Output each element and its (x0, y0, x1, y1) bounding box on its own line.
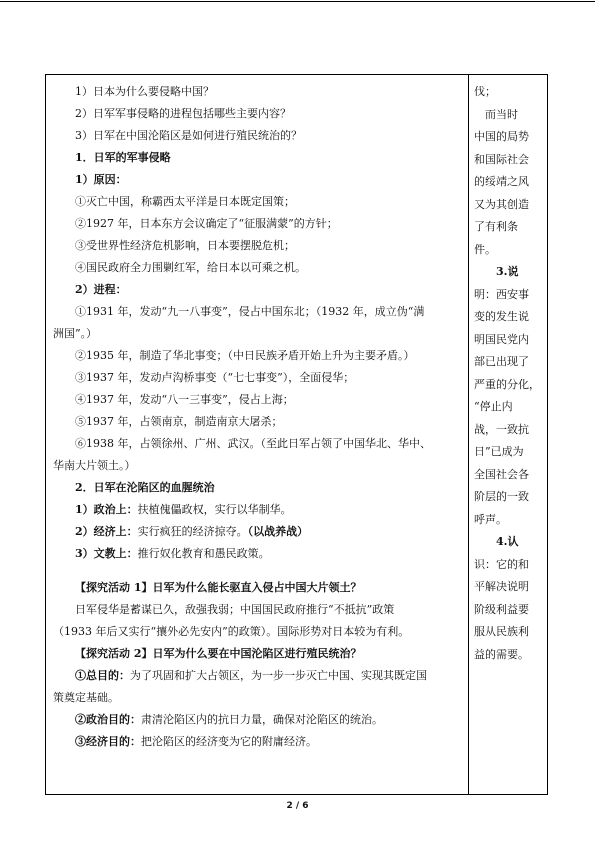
note-line: 益的需要。 (474, 647, 529, 661)
note-line: 变的发生说 (474, 310, 529, 323)
question-2: 2）日军军事侵略的进程包括哪些主要内容？ (75, 107, 291, 120)
rule-culture (53, 543, 463, 565)
activity-2-political-label: ②政治目的： (75, 713, 141, 726)
page-number: 2 / 6 (286, 801, 309, 811)
cause-2: ②1927 年，日本东方会议确定了“征服满蒙”的方针； (75, 217, 338, 230)
rule-economic-label: 2）经济上： (75, 525, 138, 538)
question-3: 3）日军在中国沦陷区是如何进行殖民统治的？ (75, 129, 302, 142)
activity-1-answer-b: （1933 年后又实行“攘外必先安内”的政策）。国际形势对日本较为有利。 (53, 625, 410, 638)
lesson-table (45, 74, 548, 795)
rule-economic-note: （以战养战） (247, 525, 309, 538)
process-1b: 洲国”。） (53, 327, 98, 340)
note-line: 部已出现了 (474, 355, 529, 368)
process-2: ②1935 年，制造了华北事变；（中日民族矛盾开始上升为主要矛盾。） (75, 349, 415, 362)
note-line: 又为其创造 (474, 197, 529, 211)
note-line: “停止内 (474, 400, 513, 413)
note-line: 阶层的一致 (474, 490, 529, 503)
note-line: 平解决说明 (474, 580, 529, 593)
note-line: 明国民党内 (474, 332, 529, 346)
rule-political-text: 扶植傀儡政权，实行以华制华。 (137, 503, 292, 516)
rule-political-label: 1）政治上： (75, 503, 138, 516)
causes-title: 1）原因： (75, 173, 127, 186)
process-5: ⑤1937 年，占领南京，制造南京大屠杀； (75, 415, 283, 428)
note-line: 3.说 (474, 265, 519, 278)
column-divider (468, 75, 469, 794)
activity-2-political-text: 肃清沦陷区内的抗日力量，确保对沦陷区的统治。 (141, 713, 383, 726)
activity-1-answer-a: 日军侵华是蓄谋已久，敌强我弱；中国国民政府推行“不抵抗”政策 (75, 603, 395, 616)
note-line: 严重的分化， (474, 377, 540, 391)
process-6a: ⑥1938 年，占领徐州、广州、武汉。（至此日军占领了中国华北、华中、 (75, 437, 431, 450)
note-line: 呼声。 (474, 512, 507, 526)
activity-2-title: 【探究活动 2】日军为什么要在中国沦陷区进行殖民统治？ (75, 647, 362, 660)
activity-2-economic (53, 731, 463, 753)
process-6b: 华南大片领土。） (53, 459, 136, 472)
cause-4: ④国民政府全力围剿红军，给日本以可乘之机。 (75, 261, 306, 274)
rule-economic (53, 521, 463, 543)
section-1-title: 1．日军的军事侵略 (75, 151, 171, 164)
header-rule (0, 1, 595, 2)
activity-2-goal-cont: 策奠定基础。 (53, 691, 119, 704)
note-line: 服从民族利 (474, 625, 529, 638)
note-line: 阶级利益要 (474, 602, 529, 616)
activity-2-economic-label: ③经济目的： (75, 735, 141, 748)
activity-2-goal (53, 665, 463, 687)
rule-economic-text: 实行疯狂的经济掠夺。 (137, 525, 248, 538)
activity-2-goal-text: 为了巩固和扩大占领区，为一步一步灭亡中国、实现其既定国 (130, 669, 427, 682)
main-column (53, 81, 463, 753)
process-4: ④1937 年，发动“八一三事变”，侵占上海； (75, 393, 294, 406)
note-line: 而当时 (474, 107, 518, 121)
note-line: 和国际社会 (474, 152, 529, 166)
note-line: 的绥靖之风 (474, 175, 529, 188)
note-line: 伐； (474, 85, 496, 98)
section-2-title: 2．日军在沦陷区的血腥统治 (75, 481, 215, 494)
process-3: ③1937 年，发动卢沟桥事变（“七七事变”），全面侵华； (75, 371, 355, 384)
note-line: 日”已成为 (474, 445, 524, 458)
note-line: 4.认 (474, 535, 519, 548)
rule-culture-text: 推行奴化教育和愚民政策。 (137, 547, 270, 560)
activity-2-political (53, 709, 463, 731)
rule-culture-label: 3）文教上： (75, 547, 138, 560)
process-1a: ①1931 年，发动“九一八事变”，侵占中国东北；（1932 年，成立伪“满 (75, 305, 425, 318)
note-line: 件。 (474, 242, 496, 256)
activity-2-goal-label: ①总目的： (75, 669, 130, 682)
rule-political (53, 499, 463, 521)
note-line: 战，一致抗 (474, 422, 529, 436)
question-1: 1）日本为什么要侵略中国？ (75, 85, 214, 98)
notes-column (474, 81, 546, 666)
note-line: 中国的局势 (474, 130, 529, 143)
cause-3: ③受世界性经济危机影响，日本要摆脱危机； (75, 239, 295, 252)
activity-2-economic-text: 把沦陷区的经济变为它的附庸经济。 (141, 735, 317, 748)
note-line: 全国社会各 (474, 467, 529, 481)
activity-1-title: 【探究活动 1】日军为什么能长驱直入侵占中国大片领土？ (75, 581, 362, 594)
note-line: 了有利条 (474, 220, 518, 233)
process-title: 2）进程： (75, 283, 127, 296)
cause-1: ①灭亡中国，称霸西太平洋是日本既定国策； (75, 195, 295, 208)
note-line: 识：它的和 (474, 557, 529, 571)
note-line: 明：西安事 (474, 287, 529, 301)
